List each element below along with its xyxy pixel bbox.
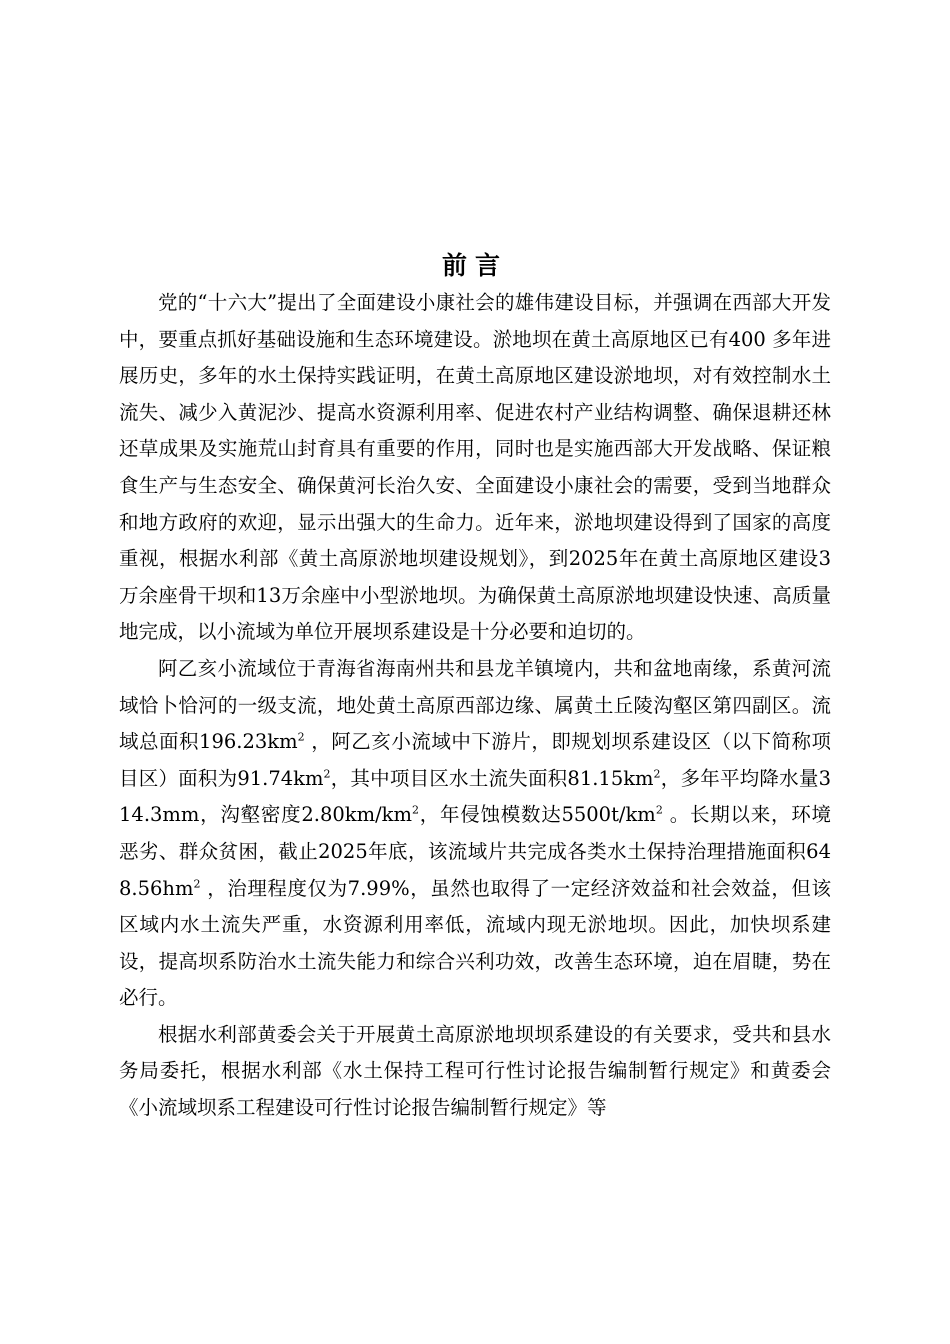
superscript: 2 [193,877,201,890]
paragraph-3 [119,1017,831,1127]
superscript: 2 [297,730,305,744]
paragraph-text: ，年侵蚀模数达5500t/km [418,803,656,827]
paragraph-text: ，多年平均降水量314.3mm，沟壑密度2.80km/km [119,766,831,827]
paragraph-text: ，其中项目区水土流失面积81.15km [330,766,654,790]
paragraph-text: 。长期以来，环境恶劣、群众贫困，截止2025年底，该流域片共完成各类水土保持治理措施面积648.56hm [119,803,831,900]
paragraph-text: ，治理程度仅为7.99%，虽然也取得了一定经济效益和社会效益，但该区域内水土流失严重，水资源利用率低，流域内现无淤地坝。因此，加快坝系建设，提高坝系防治水土流失能力和综合兴利功效，改善生态环境，迫在眉睫，势在必行。 [119,876,831,1010]
superscript: 2 [323,767,331,781]
body-text [119,285,831,1127]
page-title: 前言 [441,251,508,280]
paragraph-1 [119,285,831,651]
paragraph-text: ，阿乙亥小流域中下游片，即规划坝系建设区（以下简称项目区）面积为91.74km [119,730,831,790]
paragraph-text: 党的“十六大”提出了全面建设小康社会的雄伟建设目标，并强调在西部大开发中，要重点抓好基础设施和生态环境建设。淤地坝在黄土高原地区已有400 多年进展历史，多年的水土保持实践证明，在黄土高原地区建设淤地坝，对有效控制水土流失、减少入黄泥沙、提高水资源利用率、促进农村产业结构调整、确保退耕还林还草成果及实施荒山封育具有重要的作用，同时也是实施西部大开发战略、保证粮食生产与生态安全、确保黄河长治久安、全面建设小康社会的需要，受到当地群众和地方政府的欢迎，显示出强大的生命力。近年来，淤地坝建设得到了国家的高度重视，根据水利部《黄土高原淤地坝建设规划》，到2025年在黄土高原地区建设3 万余座骨干坝和13万余座中小型淤地坝。为确保黄土高原淤地坝建设快速、高质量地完成，以小流域为单位开展坝系建设是十分必要和迫切的。 [119,291,831,644]
paragraph-text: 阿乙亥小流域位于青海省海南州共和县龙羊镇境内，共和盆地南缘，系黄河流域恰卜恰河的一级支流，地处黄土高原西部边缘、属黄土丘陵沟壑区第四副区。流域总面积196.23km [119,656,831,754]
paragraph-text: 根据水利部黄委会关于开展黄土高原淤地坝坝系建设的有关要求，受共和县水务局委托，根据水利部《水土保持工程可行性讨论报告编制暂行规定》和黄委会《小流域坝系工程建设可行性讨论报告编制暂行规定》等 [119,1022,831,1120]
superscript: 2 [411,803,419,817]
superscript: 2 [655,803,663,817]
superscript: 2 [653,767,661,781]
paragraph-2 [119,651,831,1017]
